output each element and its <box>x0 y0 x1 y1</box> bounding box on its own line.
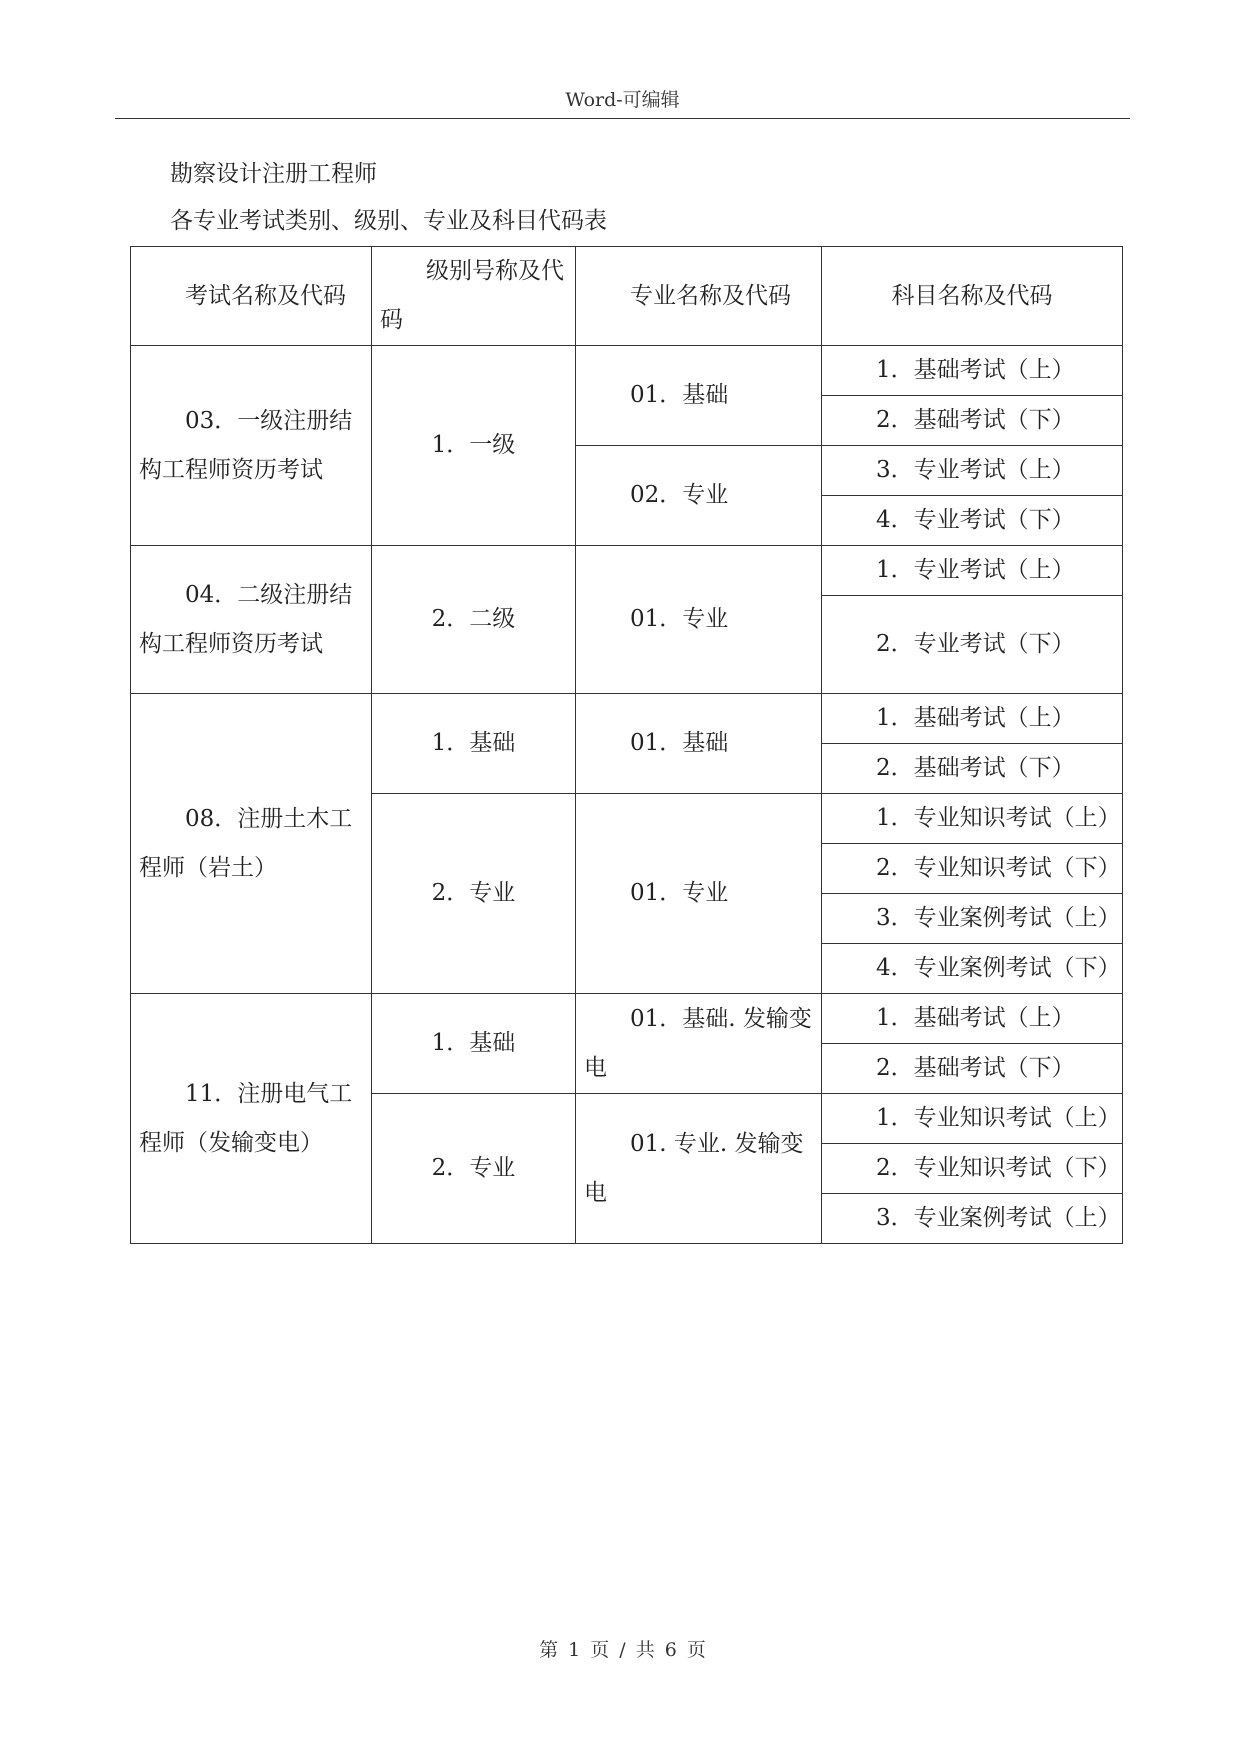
major-cell: 01．专业 <box>576 794 822 994</box>
level-cell: 1．一级 <box>372 346 576 546</box>
subject-cell: 2．基础考试（下） <box>822 744 1123 794</box>
exam-code-table <box>130 246 1123 1244</box>
document-subtitle: 各专业考试类别、级别、专业及科目代码表 <box>170 208 607 234</box>
exam-cell: 04．二级注册结构工程师资历考试 <box>131 546 372 694</box>
subject-cell: 1．专业考试（上） <box>822 546 1123 596</box>
exam-cell: 03．一级注册结构工程师资历考试 <box>131 346 372 546</box>
level-cell: 1．基础 <box>372 994 576 1094</box>
subject-cell: 3．专业案例考试（上） <box>822 894 1123 944</box>
subject-cell: 2．基础考试（下） <box>822 1044 1123 1094</box>
subject-cell: 2．专业知识考试（下） <box>822 1144 1123 1194</box>
subject-cell: 3．专业案例考试（上） <box>822 1194 1123 1244</box>
subject-cell: 1．基础考试（上） <box>822 346 1123 396</box>
major-cell: 01．基础. 发输变电 <box>576 994 822 1094</box>
header-subject: 科目名称及代码 <box>822 247 1123 346</box>
level-cell: 2．专业 <box>372 794 576 994</box>
table-row <box>131 546 1123 596</box>
header-major: 专业名称及代码 <box>576 247 822 346</box>
subject-cell: 2．专业考试（下） <box>822 596 1123 694</box>
major-cell: 02．专业 <box>576 446 822 546</box>
major-cell: 01．专业 <box>576 546 822 694</box>
subject-cell: 1．专业知识考试（上） <box>822 1094 1123 1144</box>
table-row <box>131 346 1123 396</box>
subject-cell: 1．基础考试（上） <box>822 694 1123 744</box>
subject-cell: 2．专业知识考试（下） <box>822 844 1123 894</box>
major-cell: 01．基础 <box>576 346 822 446</box>
subject-cell: 1．基础考试（上） <box>822 994 1123 1044</box>
table-row <box>131 694 1123 744</box>
header-divider <box>115 118 1130 119</box>
subject-cell: 1．专业知识考试（上） <box>822 794 1123 844</box>
level-cell: 2．专业 <box>372 1094 576 1244</box>
level-cell: 2．二级 <box>372 546 576 694</box>
exam-cell: 11．注册电气工程师（发输变电） <box>131 994 372 1244</box>
subject-cell: 4．专业考试（下） <box>822 496 1123 546</box>
header-level: 级别号称及代码 <box>372 247 576 346</box>
subject-cell: 4．专业案例考试（下） <box>822 944 1123 994</box>
page-footer: 第 1 页 / 共 6 页 <box>539 1639 706 1661</box>
major-cell: 01. 专业. 发输变电 <box>576 1094 822 1244</box>
exam-cell: 08．注册土木工程师（岩土） <box>131 694 372 994</box>
major-cell: 01．基础 <box>576 694 822 794</box>
subject-cell: 3．专业考试（上） <box>822 446 1123 496</box>
subject-cell: 2．基础考试（下） <box>822 396 1123 446</box>
page-header: Word-可编辑 <box>565 89 680 111</box>
header-exam: 考试名称及代码 <box>131 247 372 346</box>
document-title: 勘察设计注册工程师 <box>170 161 377 187</box>
table-row <box>131 994 1123 1044</box>
table-header-row <box>131 247 1123 346</box>
level-cell: 1．基础 <box>372 694 576 794</box>
